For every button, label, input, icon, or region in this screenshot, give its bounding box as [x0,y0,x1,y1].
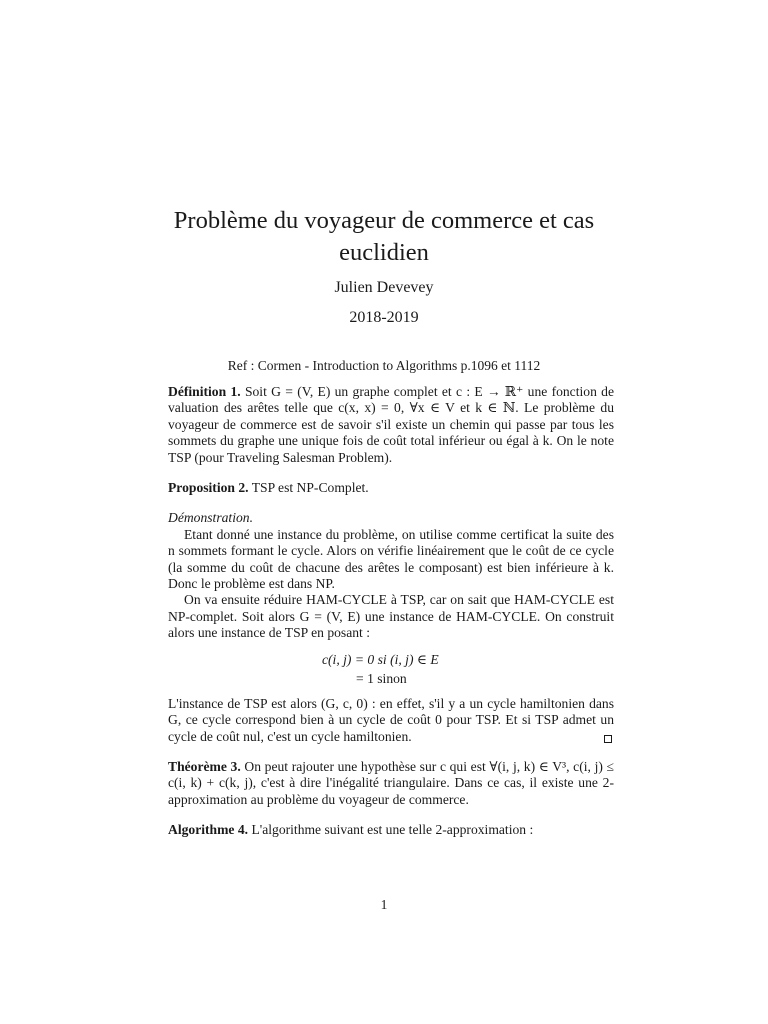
proof-label: Démonstration. [168,510,253,526]
proof-paragraph-1: Etant donné une instance du problème, on utilise comme certificat la suite des n sommets formant le cycle. Alors on vérifie linéairement que le coût de ce cycle (la somme du coût de chacune des arêtes le composant) est bien inférieure à k. Donc le problème est dans NP. [168,526,614,592]
algorithm-text: L'algorithme suivant est une telle 2-approximation : [251,822,534,838]
date: 2018-2019 [349,309,419,326]
equation-line-1: c(i, j) = 0 si (i, j) ∈ E [322,651,439,667]
definition-text: Soit G = (V, E) un graphe complet et c : E → ℝ⁺ une fonction de valuation des arêtes telle que c(x, x) = 0, ∀x ∈ V et k ∈ ℕ. Le problème du voyageur de commerce est de savoir s'il existe un chemin qui passe par tous les sommets du graphe une unique fois de coût total inférieur ou égal à k. On le note TSP (pour Traveling Salesman Problem). [168,384,614,465]
theorem-paragraph [168,759,614,808]
qed-square-icon [604,735,612,743]
proposition-paragraph [168,480,614,496]
equation-block [168,650,614,688]
proof-paragraph-3 [168,696,614,745]
proof-conclusion-text: L'instance de TSP est alors (G, c, 0) : en effet, s'il y a un cycle hamiltonien dans G, ce cycle correspond bien à un cycle de coût 0 pour TSP. Et si TSP admet un cycle de coût nul, c'est un cycle hamiltonien. [168,695,614,744]
document-body [168,384,614,839]
page-title: Problème du voyageur de commerce et cas euclidien [173,207,595,266]
proposition-label: Proposition 2. [168,480,249,496]
reference-line: Ref : Cormen - Introduction to Algorithms p.1096 et 1112 [227,358,541,373]
algorithm-paragraph [168,822,614,838]
proposition-text: TSP est NP-Complet. [251,480,369,496]
page-number: 1 [380,897,388,912]
author: Julien Devevey [334,279,434,296]
proof-paragraph-2: On va ensuite réduire HAM-CYCLE à TSP, car on sait que HAM-CYCLE est NP-complet. Soit alors G = (V, E) une instance de HAM-CYCLE. On construit alors une instance de TSP en posant : [168,592,614,641]
definition-paragraph [168,384,614,466]
theorem-text: On peut rajouter une hypothèse sur c qui est ∀(i, j, k) ∈ V³, c(i, j) ≤ c(i, k) + c(k, j), c'est à dire l'inégalité triangulaire. Dans ce cas, il existe une 2-approximation au problème du voyageur de commerce. [168,758,614,807]
definition-label: Définition 1. [168,384,241,399]
theorem-label: Théorème 3. [168,758,241,774]
algorithm-label: Algorithme 4. [168,822,249,838]
equation-line-2: = 1 sinon [356,670,407,686]
